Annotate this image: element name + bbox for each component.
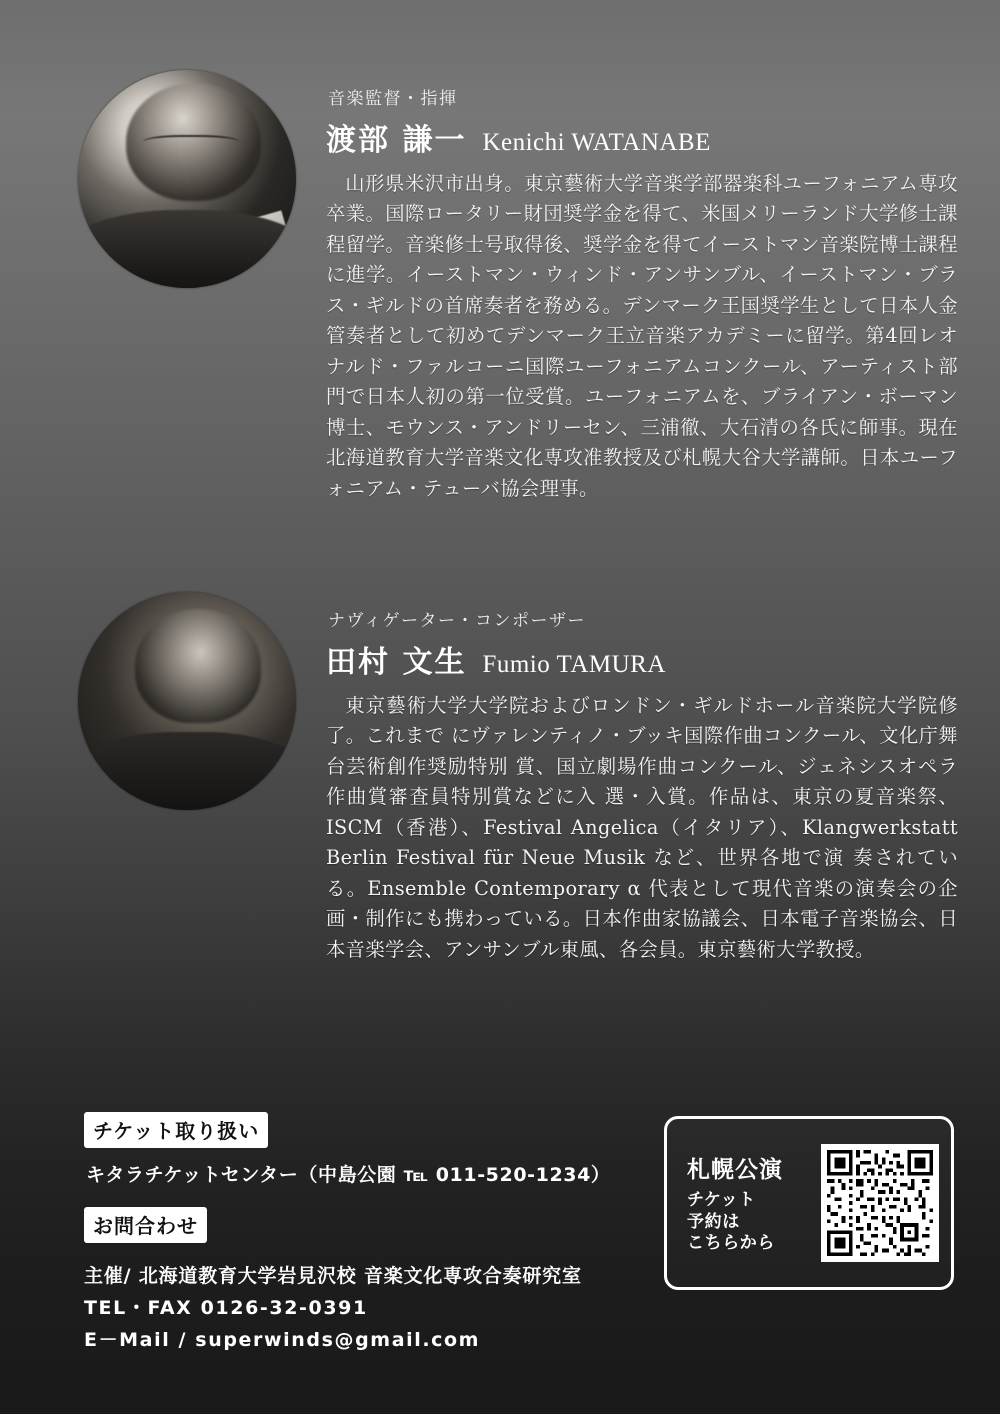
- profile-block-composer: [78, 592, 958, 965]
- portrait-photo-conductor: [78, 70, 296, 288]
- name-en-conductor: Kenichi WATANABE: [482, 129, 711, 156]
- qr-reservation-panel[interactable]: [664, 1116, 954, 1290]
- profile-block-conductor: [78, 70, 958, 504]
- qr-sub-line-1: チケット: [687, 1189, 756, 1210]
- ticket-center-line: キタラチケットセンター（中島公園 ℡ 011-520-1234）: [86, 1164, 611, 1186]
- name-ja-composer: 田村 文生: [326, 645, 467, 680]
- qr-panel-title: 札幌公演: [687, 1156, 783, 1183]
- name-line-composer: [326, 637, 958, 681]
- qr-panel-text: [679, 1151, 821, 1255]
- telfax-line: TEL・FAX 0126-32-0391: [84, 1297, 368, 1319]
- bio-composer: [326, 592, 958, 965]
- ticket-section-label: チケット取り扱い: [84, 1112, 268, 1148]
- score-sheet-detail: [186, 210, 296, 288]
- qr-sub-line-2: 予約は: [687, 1211, 740, 1232]
- bio-text-conductor: 山形県米沢市出身。東京藝術大学音楽学部器楽科ユーフォニアム専攻卒業。国際ロータリー財団奨学金を得て、米国メリーランド大学修士課程留学。音楽修士号取得後、奨学金を得てイーストマン音楽院博士課程に進学。イーストマン・ウィンド・アンサンブル、イーストマン・ブラス・ギルドの首席奏者を務める。デンマーク王国奨学生として日本人金管奏者として初めてデンマーク王立音楽アカデミーに留学。第4回レオナルド・ファルコーニ国際ユーフォニアムコンクール、アーティスト部門で日本人初の第一位受賞。ユーフォニアムを、ブライアン・ボーマン博士、モウンス・アンドリーセン、三浦徹、大石清の各氏に師事。現在北海道教育大学音楽文化専攻准教授及び札幌大谷大学講師。日本ユーフォニアム・テューバ協会理事。: [326, 172, 958, 500]
- role-label-composer: ナヴィゲーター・コンポーザー: [328, 611, 586, 631]
- qr-sub-line-3: こちらから: [687, 1233, 775, 1254]
- qr-code-icon[interactable]: [821, 1144, 939, 1262]
- glasses-detail: [143, 135, 239, 152]
- bio-text-composer: 東京藝術大学大学院およびロンドン・ギルドホール音楽院大学院修了。これまで にヴァレンティノ・ブッキ国際作曲コンクール、文化庁舞台芸術創作奨励特別 賞、国立劇場作曲コンクール、ジェネシスオペラ作曲賞審査員特別賞などに入 選・入賞。作品は、東京の夏音楽祭、ISCM（香港）、Festival Angelica（イタリア）、Klangwerkstatt Berlin Festival für Neue Musik など、世界各地で演 奏されている。Ensemble Contemporary α 代表として現代音楽の演奏会の企画・制作にも携わっている。日本作曲家協議会、日本電子音楽協会、日本音楽学会、アンサンブル東風、各会員。東京藝術大学教授。: [326, 694, 958, 961]
- bio-conductor: [326, 70, 958, 504]
- name-line-conductor: [326, 115, 958, 159]
- portrait-photo-composer: [78, 592, 296, 810]
- name-en-composer: Fumio TAMURA: [482, 651, 666, 678]
- organizer-line: 主催/ 北海道教育大学岩見沢校 音楽文化専攻合奏研究室: [84, 1265, 582, 1287]
- name-ja-conductor: 渡部 謙一: [326, 123, 467, 158]
- inquiry-section-label: お問合わせ: [84, 1207, 207, 1243]
- qr-panel-subtext: [687, 1190, 821, 1255]
- email-line[interactable]: E－Mail / superwinds@gmail.com: [84, 1329, 481, 1351]
- role-label-conductor: 音楽監督・指揮: [328, 89, 458, 109]
